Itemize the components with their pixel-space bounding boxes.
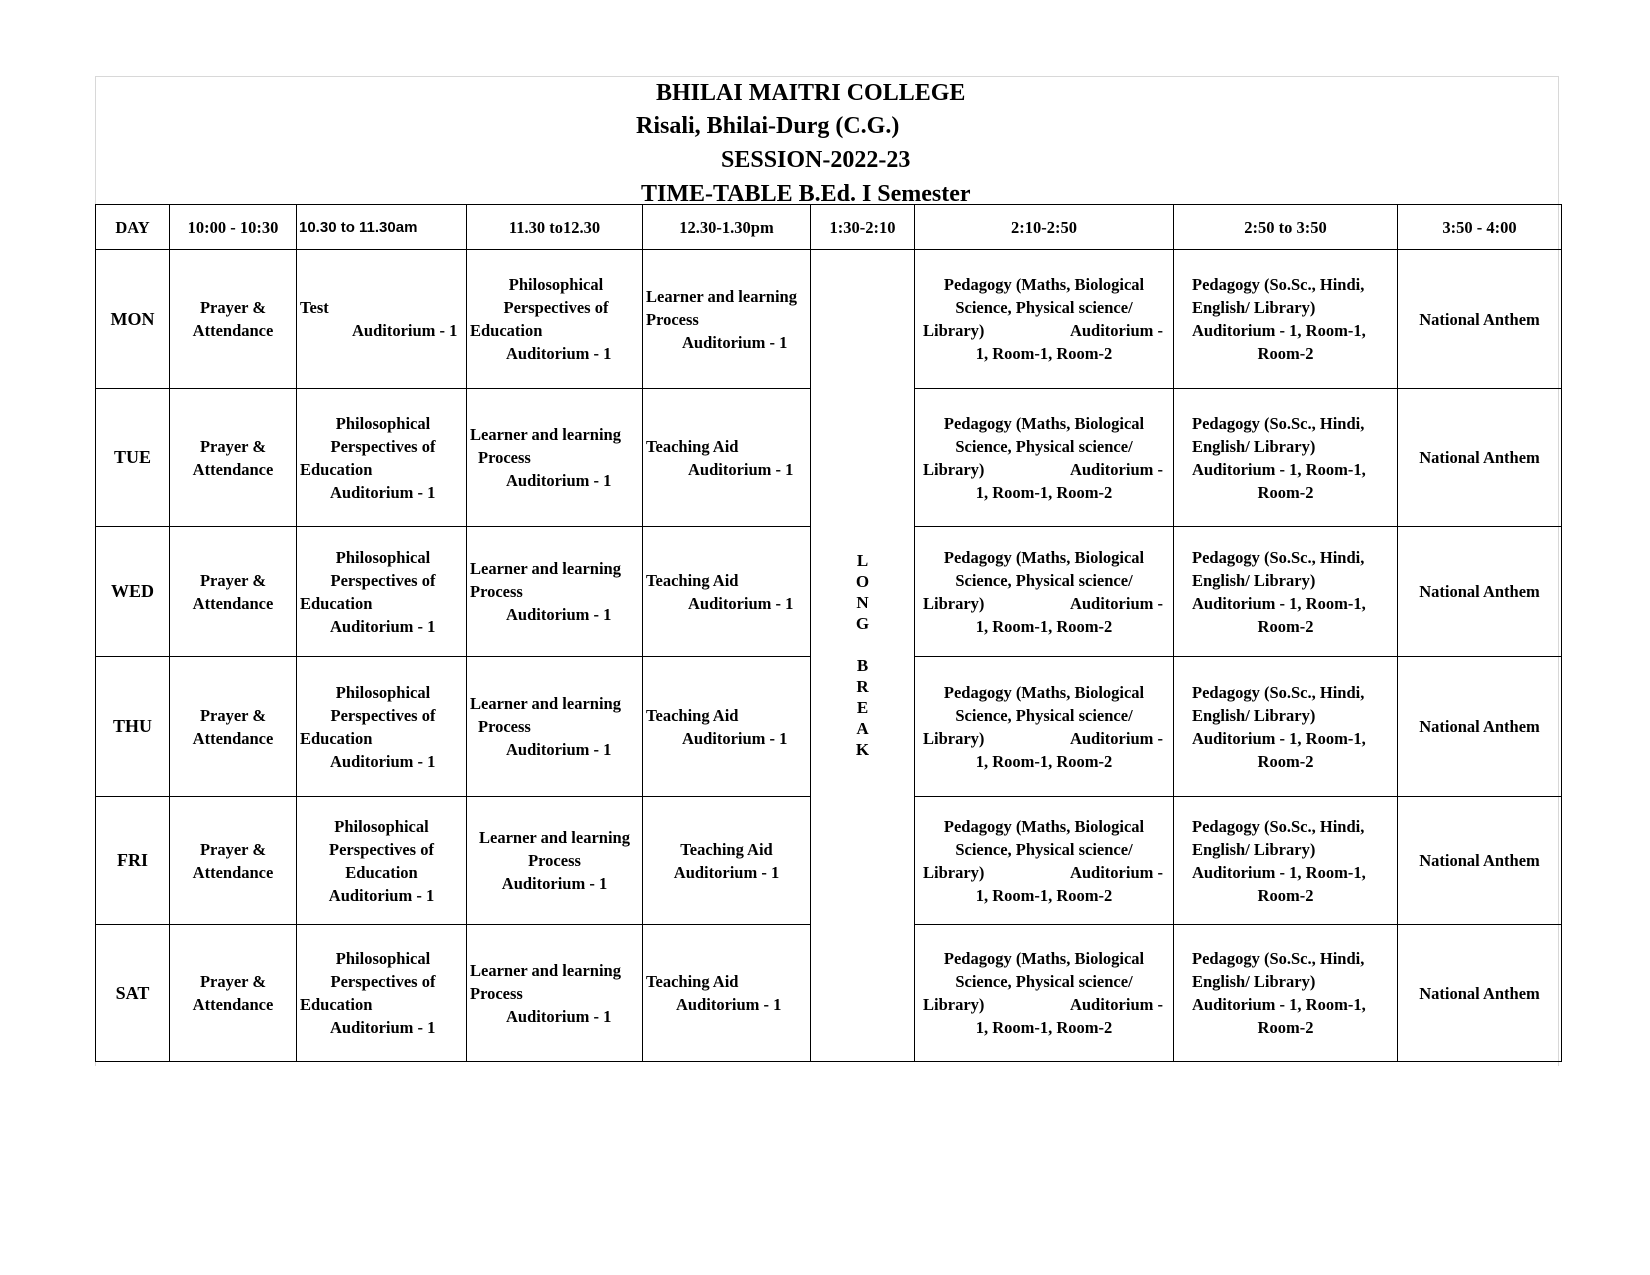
anthem-cell: National Anthem <box>1398 797 1562 925</box>
pedagogy-science-cell: Pedagogy (Maths, Biological Science, Physical science/ Library) Auditorium - 1, Room-1, Room-2 <box>915 250 1174 389</box>
prayer-cell: Prayer & Attendance <box>170 797 297 925</box>
learner-cell: Learner and learning Process Auditorium - 1 <box>467 797 643 925</box>
pedagogy-arts-cell: Pedagogy (So.Sc., Hindi, English/ Library) Auditorium - 1, Room-1, Room-2 <box>1174 527 1398 657</box>
test-cell: Test Auditorium - 1 <box>297 250 467 389</box>
college-address: Risali, Bhilai-Durg (C.G.) <box>636 113 900 139</box>
col-header-slot3: 11.30 to12.30 <box>467 205 643 250</box>
prayer-cell: Prayer & Attendance <box>170 657 297 797</box>
philosophy-cell: Philosophical Perspectives of Education Auditorium - 1 <box>297 797 467 925</box>
long-break-cell <box>811 250 915 1062</box>
day-cell: FRI <box>96 797 170 925</box>
prayer-cell: Prayer & Attendance <box>170 527 297 657</box>
timetable-title: TIME-TABLE B.Ed. I Semester <box>641 181 971 207</box>
teaching-aid-cell: Teaching Aid Auditorium - 1 <box>643 389 811 527</box>
col-header-slot6: 2:10-2:50 <box>915 205 1174 250</box>
learner-cell: Learner and learning Process Auditorium - 1 <box>643 250 811 389</box>
learner-cell: Learner and learning Process Auditorium - 1 <box>467 527 643 657</box>
anthem-cell: National Anthem <box>1398 925 1562 1062</box>
day-cell: MON <box>96 250 170 389</box>
day-cell: TUE <box>96 389 170 527</box>
pedagogy-science-cell: Pedagogy (Maths, Biological Science, Physical science/ Library) Auditorium - 1, Room-1, Room-2 <box>915 527 1174 657</box>
day-cell: SAT <box>96 925 170 1062</box>
teaching-aid-cell: Teaching Aid Auditorium - 1 <box>643 925 811 1062</box>
teaching-aid-cell: Teaching Aid Auditorium - 1 <box>643 657 811 797</box>
long-break-label: L O N G B R E A K <box>855 551 870 759</box>
col-header-day: DAY <box>96 205 170 250</box>
teaching-aid-cell: Teaching Aid Auditorium - 1 <box>643 527 811 657</box>
philosophy-cell: Philosophical Perspectives of Education Auditorium - 1 <box>297 657 467 797</box>
philosophy-cell: Philosophical Perspectives of Education Auditorium - 1 <box>467 250 643 389</box>
philosophy-cell: Philosophical Perspectives of Education Auditorium - 1 <box>297 925 467 1062</box>
learner-cell: Learner and learning Process Auditorium - 1 <box>467 925 643 1062</box>
anthem-cell: National Anthem <box>1398 657 1562 797</box>
pedagogy-science-cell: Pedagogy (Maths, Biological Science, Physical science/ Library) Auditorium - 1, Room-1, Room-2 <box>915 797 1174 925</box>
teaching-aid-cell: Teaching Aid Auditorium - 1 <box>643 797 811 925</box>
col-header-slot2: 10.30 to 11.30am <box>297 205 467 250</box>
philosophy-cell: Philosophical Perspectives of Education Auditorium - 1 <box>297 527 467 657</box>
session-label: SESSION-2022-23 <box>721 147 911 173</box>
day-cell: THU <box>96 657 170 797</box>
learner-cell: Learner and learning Process Auditorium - 1 <box>467 389 643 527</box>
anthem-cell: National Anthem <box>1398 389 1562 527</box>
prayer-cell: Prayer & Attendance <box>170 389 297 527</box>
timetable-sheet <box>95 76 1559 1066</box>
pedagogy-arts-cell: Pedagogy (So.Sc., Hindi, English/ Library) Auditorium - 1, Room-1, Room-2 <box>1174 797 1398 925</box>
college-name: BHILAI MAITRI COLLEGE <box>656 80 966 106</box>
anthem-cell: National Anthem <box>1398 527 1562 657</box>
day-cell: WED <box>96 527 170 657</box>
title-block <box>96 77 1558 205</box>
pedagogy-arts-cell: Pedagogy (So.Sc., Hindi, English/ Library) Auditorium - 1, Room-1, Room-2 <box>1174 389 1398 527</box>
philosophy-cell: Philosophical Perspectives of Education Auditorium - 1 <box>297 389 467 527</box>
pedagogy-arts-cell: Pedagogy (So.Sc., Hindi, English/ Library) Auditorium - 1, Room-1, Room-2 <box>1174 925 1398 1062</box>
col-header-slot1: 10:00 - 10:30 <box>170 205 297 250</box>
pedagogy-arts-cell: Pedagogy (So.Sc., Hindi, English/ Library) Auditorium - 1, Room-1, Room-2 <box>1174 250 1398 389</box>
learner-cell: Learner and learning Process Auditorium - 1 <box>467 657 643 797</box>
pedagogy-arts-cell: Pedagogy (So.Sc., Hindi, English/ Library) Auditorium - 1, Room-1, Room-2 <box>1174 657 1398 797</box>
anthem-cell: National Anthem <box>1398 250 1562 389</box>
pedagogy-science-cell: Pedagogy (Maths, Biological Science, Physical science/ Library) Auditorium - 1, Room-1, Room-2 <box>915 389 1174 527</box>
prayer-cell: Prayer & Attendance <box>170 925 297 1062</box>
table-row <box>96 250 1562 389</box>
col-header-break: 1:30-2:10 <box>811 205 915 250</box>
col-header-slot8: 3:50 - 4:00 <box>1398 205 1562 250</box>
col-header-slot7: 2:50 to 3:50 <box>1174 205 1398 250</box>
pedagogy-science-cell: Pedagogy (Maths, Biological Science, Physical science/ Library) Auditorium - 1, Room-1, Room-2 <box>915 657 1174 797</box>
pedagogy-science-cell: Pedagogy (Maths, Biological Science, Physical science/ Library) Auditorium - 1, Room-1, Room-2 <box>915 925 1174 1062</box>
header-row <box>96 205 1562 250</box>
col-header-slot4: 12.30-1.30pm <box>643 205 811 250</box>
prayer-cell: Prayer & Attendance <box>170 250 297 389</box>
timetable <box>95 204 1562 1062</box>
